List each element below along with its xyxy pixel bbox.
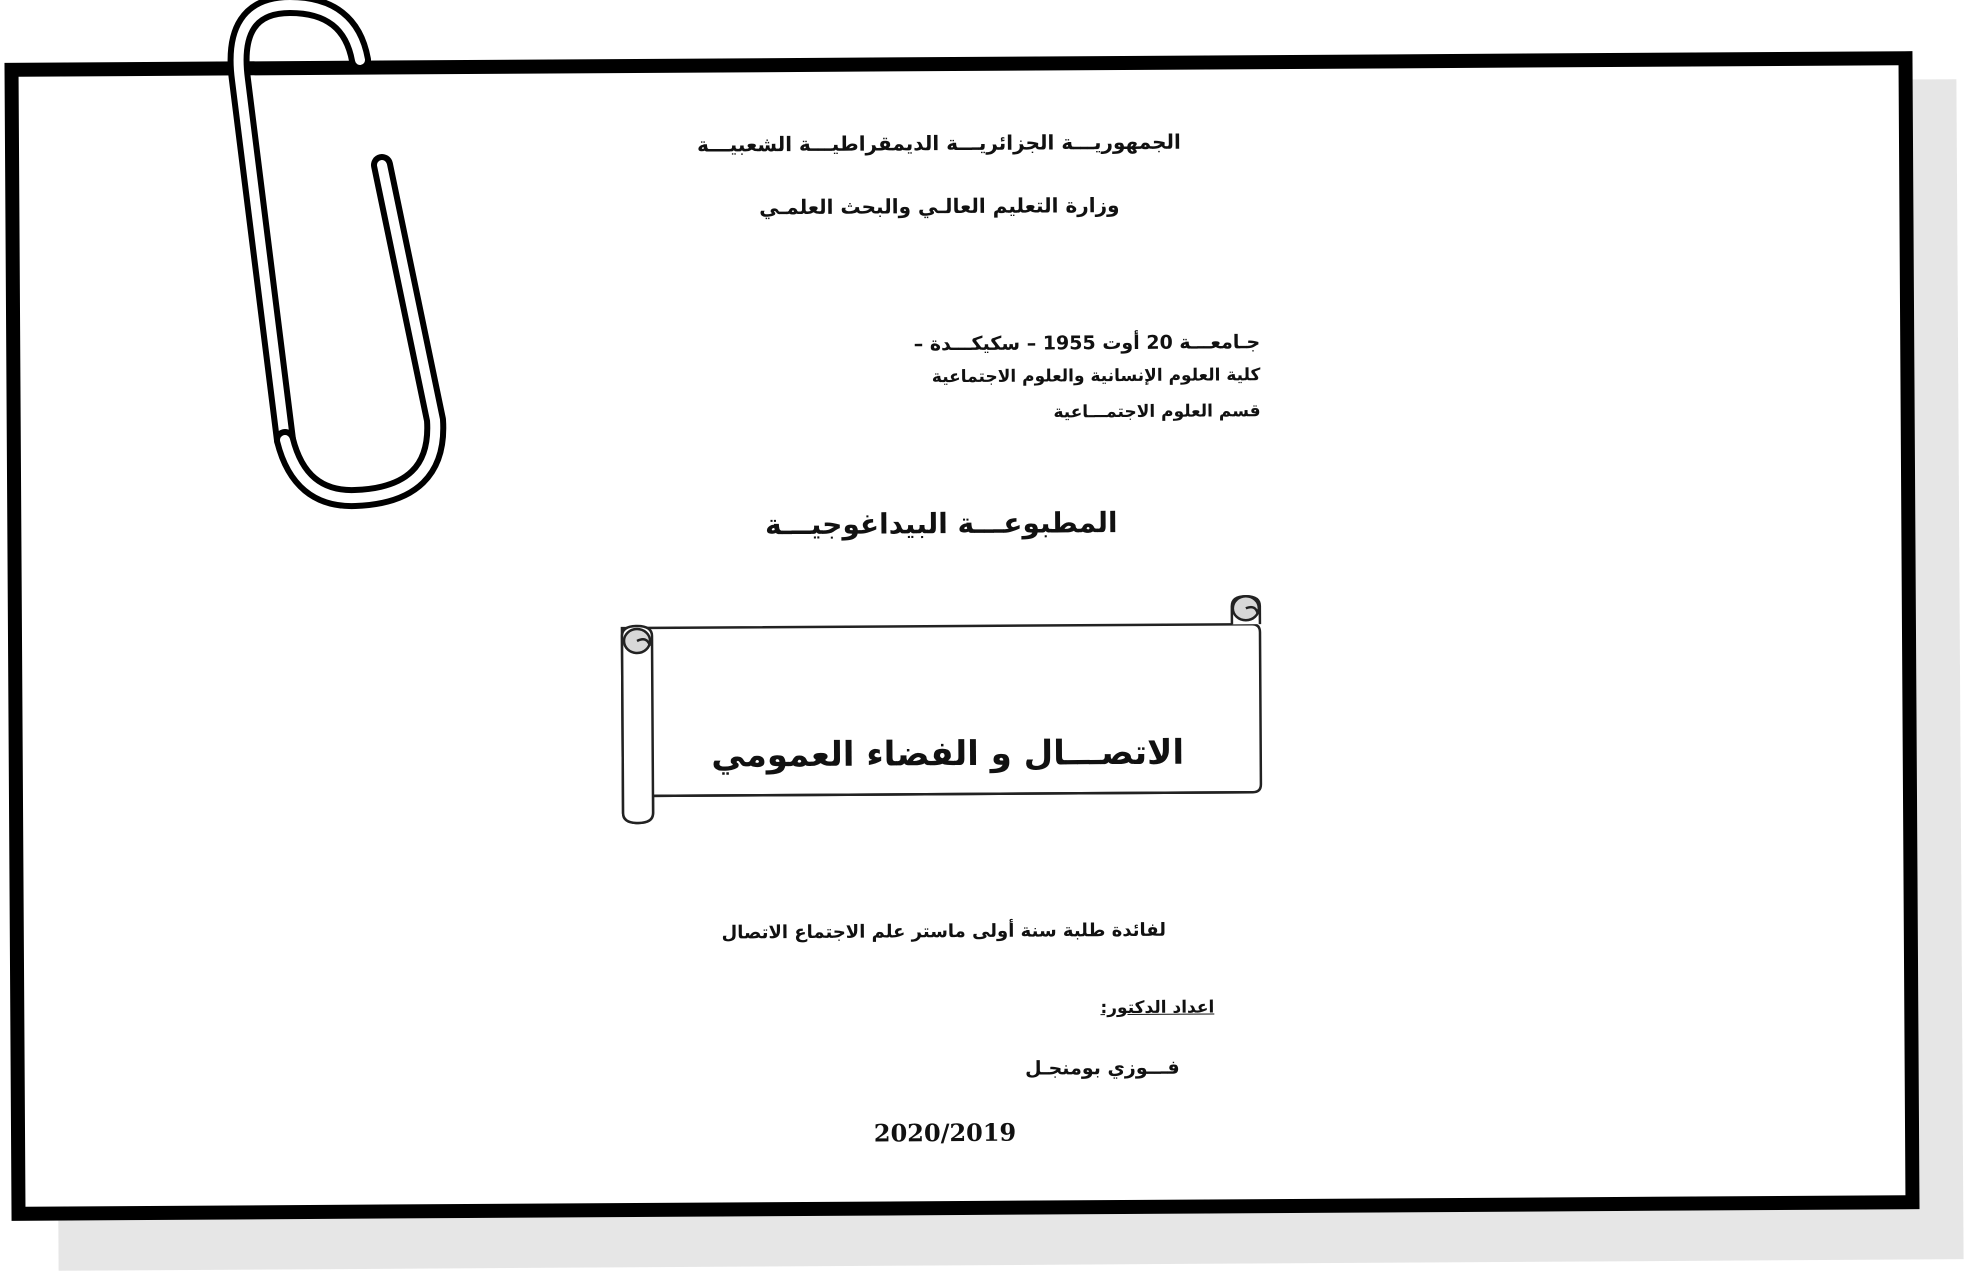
document-type: المطبوعـــة البيداغوجيـــة	[764, 506, 1118, 542]
ministry-heading: وزارة التعليم العالـي والبحث العلمـي	[759, 193, 1120, 220]
author-name: فـــوزي بومنجـل	[1025, 1056, 1180, 1080]
scroll-banner-icon	[592, 594, 1274, 898]
paperclip-icon	[225, 0, 465, 524]
document-title: الاتصـــال و الفضاء العمومي	[711, 732, 1185, 776]
faculty-name: كلية العلوم الإنسانية والعلوم الاجتماعية	[931, 365, 1261, 388]
department-name: قسم العلوم الاجتمـــاعية	[1053, 401, 1261, 423]
target-audience: لفائدة طلبة سنة أولى ماستر علم الاجتماع الاتصال	[721, 919, 1167, 944]
academic-year: 2020/2019	[873, 1117, 1017, 1148]
republic-heading: الجمهوريـــة الجزائريـــة الديمقراطيـــة الشعبيـــة	[697, 129, 1181, 157]
prepared-by-label: اعداد الدكتور:	[1100, 997, 1215, 1019]
university-name: جـامعـــة 20 أوت 1955 – سكيكـــدة –	[913, 331, 1261, 356]
